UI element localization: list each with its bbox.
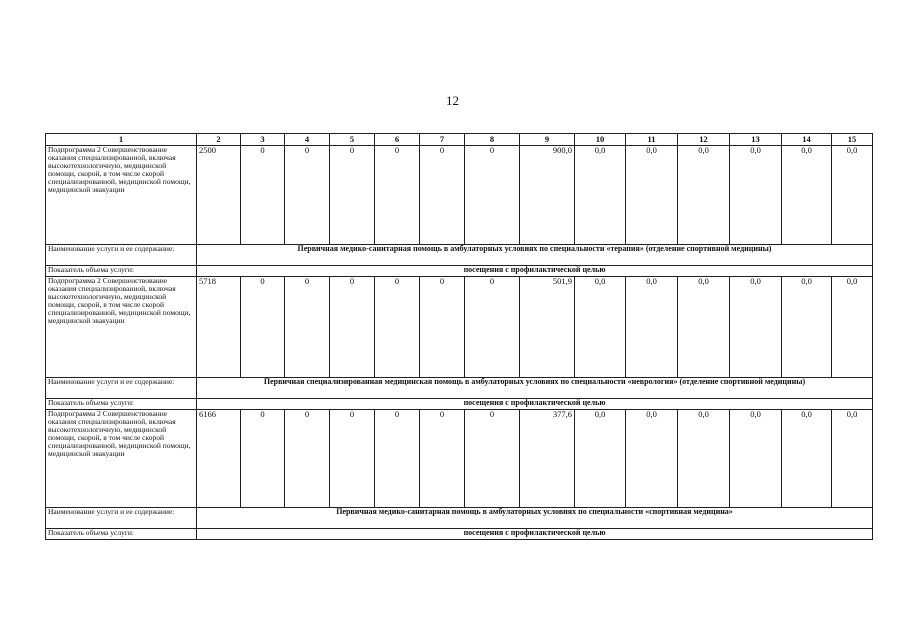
program-description: Подпрограмма 2 Совершенствование оказания специализированной, включая высокотехнологичную, медицинской помощи, скорой, в том числе скорой специализированной, медицинской помощи, медицинской эвакуации	[46, 277, 197, 378]
value-cell: 0	[285, 410, 330, 508]
value-cell: 0	[375, 277, 420, 378]
volume-indicator-row	[46, 529, 873, 540]
column-header: 10	[575, 134, 626, 146]
program-description: Подпрограмма 2 Совершенствование оказания специализированной, включая высокотехнологичную, медицинской помощи, скорой, в том числе скорой специализированной, медицинской помощи, медицинской эвакуации	[46, 410, 197, 508]
value-cell: 0	[465, 410, 520, 508]
column-header: 2	[197, 134, 241, 146]
value-cell: 0,0	[730, 146, 782, 245]
value-cell: 0	[330, 277, 375, 378]
value-cell: 0,0	[832, 410, 873, 508]
value-cell: 0,0	[730, 277, 782, 378]
column-header: 1	[46, 134, 197, 146]
value-cell: 0,0	[626, 410, 678, 508]
program-row	[46, 146, 873, 245]
column-header: 5	[330, 134, 375, 146]
volume-indicator-label: Показатель объема услуги:	[46, 266, 197, 277]
program-row	[46, 277, 873, 378]
service-name-value: Первичная медико-санитарная помощь в амбулаторных условиях по специальности «терапия» (отделение спортивной медицины)	[197, 245, 873, 266]
value-cell: 5718	[197, 277, 241, 378]
service-name-row	[46, 378, 873, 399]
service-name-row	[46, 508, 873, 529]
value-cell: 0	[375, 410, 420, 508]
service-name-label: Наименование услуги и ее содержание:	[46, 245, 197, 266]
program-table	[45, 133, 873, 540]
service-name-label: Наименование услуги и ее содержание:	[46, 378, 197, 399]
program-row	[46, 410, 873, 508]
column-header: 12	[678, 134, 730, 146]
value-cell: 0,0	[782, 410, 832, 508]
value-cell: 0	[330, 410, 375, 508]
column-header: 9	[520, 134, 575, 146]
value-cell: 0,0	[678, 277, 730, 378]
column-header: 13	[730, 134, 782, 146]
value-cell: 900,0	[520, 146, 575, 245]
value-cell: 0	[285, 277, 330, 378]
value-cell: 0,0	[782, 277, 832, 378]
service-name-row	[46, 245, 873, 266]
value-cell: 0,0	[832, 146, 873, 245]
value-cell: 377,6	[520, 410, 575, 508]
value-cell: 0	[241, 410, 285, 508]
volume-indicator-label: Показатель объема услуги:	[46, 399, 197, 410]
value-cell: 0,0	[782, 146, 832, 245]
value-cell: 0	[241, 146, 285, 245]
header-row	[46, 134, 873, 146]
column-header: 15	[832, 134, 873, 146]
value-cell: 0	[375, 146, 420, 245]
value-cell: 6166	[197, 410, 241, 508]
value-cell: 0,0	[575, 146, 626, 245]
value-cell: 0,0	[678, 146, 730, 245]
program-description: Подпрограмма 2 Совершенствование оказания специализированной, включая высокотехнологичную, медицинской помощи, скорой, в том числе скорой специализированной, медицинской помощи, медицинской эвакуации	[46, 146, 197, 245]
service-name-label: Наименование услуги и ее содержание:	[46, 508, 197, 529]
value-cell: 0	[420, 410, 465, 508]
column-header: 6	[375, 134, 420, 146]
value-cell: 0,0	[730, 410, 782, 508]
volume-indicator-value: посещения с профилактической целью	[197, 399, 873, 410]
value-cell: 0,0	[832, 277, 873, 378]
column-header: 14	[782, 134, 832, 146]
value-cell: 0	[420, 277, 465, 378]
value-cell: 0,0	[626, 146, 678, 245]
volume-indicator-row	[46, 399, 873, 410]
value-cell: 0,0	[678, 410, 730, 508]
value-cell: 501,9	[520, 277, 575, 378]
volume-indicator-value: посещения с профилактической целью	[197, 266, 873, 277]
value-cell: 0	[420, 146, 465, 245]
value-cell: 2500	[197, 146, 241, 245]
page-number: 12	[446, 93, 459, 108]
value-cell: 0	[285, 146, 330, 245]
value-cell: 0,0	[575, 410, 626, 508]
service-name-value: Первичная специализированная медицинская помощь в амбулаторных условиях по специальности «неврология» (отделение спортивной медицины)	[197, 378, 873, 399]
value-cell: 0	[241, 277, 285, 378]
volume-indicator-label: Показатель объема услуги:	[46, 529, 197, 540]
volume-indicator-value: посещения с профилактической целью	[197, 529, 873, 540]
column-header: 11	[626, 134, 678, 146]
column-header: 7	[420, 134, 465, 146]
service-name-value: Первичная медико-санитарная помощь в амбулаторных условиях по специальности «спортивная медицина»	[197, 508, 873, 529]
value-cell: 0	[465, 146, 520, 245]
value-cell: 0,0	[575, 277, 626, 378]
value-cell: 0	[465, 277, 520, 378]
column-header: 3	[241, 134, 285, 146]
column-header: 4	[285, 134, 330, 146]
volume-indicator-row	[46, 266, 873, 277]
value-cell: 0,0	[626, 277, 678, 378]
value-cell: 0	[330, 146, 375, 245]
column-header: 8	[465, 134, 520, 146]
